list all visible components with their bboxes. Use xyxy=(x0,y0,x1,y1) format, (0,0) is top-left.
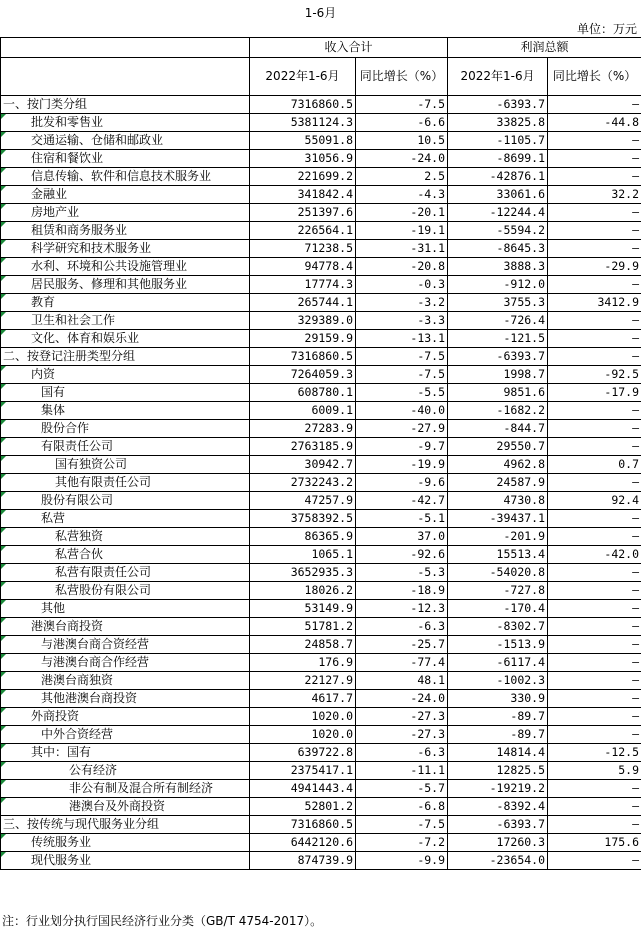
revenue-growth: -9.9 xyxy=(356,852,448,870)
revenue-value: 4617.7 xyxy=(250,690,356,708)
table-row xyxy=(1,492,641,510)
row-label: 港澳台商独资 xyxy=(1,672,250,690)
table-row xyxy=(1,528,641,546)
profit-growth: 175.6 xyxy=(548,834,641,852)
revenue-value: 1065.1 xyxy=(250,546,356,564)
revenue-value: 251397.6 xyxy=(250,204,356,222)
row-label: 私营合伙 xyxy=(1,546,250,564)
profit-growth: — xyxy=(548,600,641,618)
revenue-value: 221699.2 xyxy=(250,168,356,186)
revenue-growth: -13.1 xyxy=(356,330,448,348)
revenue-growth: -7.5 xyxy=(356,348,448,366)
header-profit-growth: 同比增长（%） xyxy=(548,58,641,96)
revenue-growth: -40.0 xyxy=(356,402,448,420)
profit-value: -89.7 xyxy=(448,708,548,726)
revenue-value: 7316860.5 xyxy=(250,816,356,834)
table-row xyxy=(1,258,641,276)
profit-growth: — xyxy=(548,132,641,150)
profit-growth: — xyxy=(548,636,641,654)
profit-value: -1105.7 xyxy=(448,132,548,150)
row-label: 私营独资 xyxy=(1,528,250,546)
row-label: 金融业 xyxy=(1,186,250,204)
table-row xyxy=(1,582,641,600)
revenue-value: 5381124.3 xyxy=(250,114,356,132)
profit-value: -8645.3 xyxy=(448,240,548,258)
row-label: 私营有限责任公司 xyxy=(1,564,250,582)
profit-growth: -29.9 xyxy=(548,258,641,276)
revenue-growth: -9.7 xyxy=(356,438,448,456)
revenue-growth: -5.1 xyxy=(356,510,448,528)
profit-value: 1998.7 xyxy=(448,366,548,384)
header-revenue-group: 收入合计 xyxy=(250,38,448,58)
profit-value: -89.7 xyxy=(448,726,548,744)
table-row xyxy=(1,312,641,330)
profit-growth: — xyxy=(548,240,641,258)
row-label: 其他有限责任公司 xyxy=(1,474,250,492)
table-row xyxy=(1,204,641,222)
profit-growth: — xyxy=(548,222,641,240)
revenue-value: 17774.3 xyxy=(250,276,356,294)
table-row xyxy=(1,726,641,744)
table-row xyxy=(1,402,641,420)
revenue-growth: -24.0 xyxy=(356,150,448,168)
profit-growth: — xyxy=(548,726,641,744)
table-row xyxy=(1,834,641,852)
table-row xyxy=(1,474,641,492)
revenue-growth: -12.3 xyxy=(356,600,448,618)
profit-growth: — xyxy=(548,654,641,672)
table-row xyxy=(1,852,641,870)
revenue-value: 2763185.9 xyxy=(250,438,356,456)
row-label: 水利、环境和公共设施管理业 xyxy=(1,258,250,276)
table-row xyxy=(1,438,641,456)
profit-value: -8699.1 xyxy=(448,150,548,168)
profit-value: -844.7 xyxy=(448,420,548,438)
row-label: 国有独资公司 xyxy=(1,456,250,474)
profit-value: -1682.2 xyxy=(448,402,548,420)
revenue-growth: -7.2 xyxy=(356,834,448,852)
profit-growth: — xyxy=(548,348,641,366)
row-label: 内资 xyxy=(1,366,250,384)
row-label: 二、按登记注册类型分组 xyxy=(1,348,250,366)
row-label: 港澳台及外商投资 xyxy=(1,798,250,816)
revenue-value: 7316860.5 xyxy=(250,348,356,366)
table-row xyxy=(1,276,641,294)
revenue-growth: -31.1 xyxy=(356,240,448,258)
unit-label: 单位：万元 xyxy=(576,22,637,36)
revenue-value: 4941443.4 xyxy=(250,780,356,798)
row-label: 外商投资 xyxy=(1,708,250,726)
table-row xyxy=(1,366,641,384)
revenue-growth: -5.3 xyxy=(356,564,448,582)
revenue-value: 24858.7 xyxy=(250,636,356,654)
profit-value: -6393.7 xyxy=(448,348,548,366)
revenue-value: 94778.4 xyxy=(250,258,356,276)
revenue-value: 6009.1 xyxy=(250,402,356,420)
revenue-growth: -92.6 xyxy=(356,546,448,564)
table-row xyxy=(1,672,641,690)
table-row xyxy=(1,240,641,258)
row-label: 卫生和社会工作 xyxy=(1,312,250,330)
profit-growth: -92.5 xyxy=(548,366,641,384)
revenue-value: 226564.1 xyxy=(250,222,356,240)
revenue-value: 341842.4 xyxy=(250,186,356,204)
table-row xyxy=(1,744,641,762)
revenue-growth: -24.0 xyxy=(356,690,448,708)
footnote: 注：行业划分执行国民经济行业分类（GB/T 4754-2017）。 xyxy=(2,914,323,928)
revenue-value: 52801.2 xyxy=(250,798,356,816)
table-row xyxy=(1,456,641,474)
profit-growth: — xyxy=(548,618,641,636)
row-label: 其他港澳台商投资 xyxy=(1,690,250,708)
profit-growth: — xyxy=(548,582,641,600)
profit-growth: — xyxy=(548,420,641,438)
profit-growth: -42.0 xyxy=(548,546,641,564)
revenue-growth: -4.3 xyxy=(356,186,448,204)
revenue-growth: -6.3 xyxy=(356,618,448,636)
row-label: 私营股份有限公司 xyxy=(1,582,250,600)
table-row xyxy=(1,798,641,816)
profit-growth: — xyxy=(548,780,641,798)
profit-value: 29550.7 xyxy=(448,438,548,456)
header-blank xyxy=(1,38,250,58)
profit-value: -6117.4 xyxy=(448,654,548,672)
row-label: 现代服务业 xyxy=(1,852,250,870)
table-row xyxy=(1,600,641,618)
table-row xyxy=(1,420,641,438)
profit-value: -726.4 xyxy=(448,312,548,330)
profit-value: 33825.8 xyxy=(448,114,548,132)
profit-growth: — xyxy=(548,690,641,708)
profit-growth: — xyxy=(548,204,641,222)
row-label: 非公有制及混合所有制经济 xyxy=(1,780,250,798)
row-label: 教育 xyxy=(1,294,250,312)
profit-growth: — xyxy=(548,564,641,582)
profit-value: -1002.3 xyxy=(448,672,548,690)
table-row xyxy=(1,708,641,726)
profit-value: 9851.6 xyxy=(448,384,548,402)
period-title: 1-6月 xyxy=(304,6,337,20)
profit-value: 330.9 xyxy=(448,690,548,708)
table-row xyxy=(1,96,641,114)
table-row xyxy=(1,690,641,708)
profit-value: 17260.3 xyxy=(448,834,548,852)
row-label: 住宿和餐饮业 xyxy=(1,150,250,168)
revenue-value: 639722.8 xyxy=(250,744,356,762)
revenue-value: 53149.9 xyxy=(250,600,356,618)
table-row xyxy=(1,636,641,654)
profit-growth: — xyxy=(548,438,641,456)
table-row xyxy=(1,546,641,564)
row-label: 国有 xyxy=(1,384,250,402)
revenue-growth: 48.1 xyxy=(356,672,448,690)
profit-growth: — xyxy=(548,402,641,420)
header-revenue-value: 2022年1-6月 xyxy=(250,58,356,96)
revenue-growth: -27.9 xyxy=(356,420,448,438)
revenue-value: 1020.0 xyxy=(250,726,356,744)
profit-value: -912.0 xyxy=(448,276,548,294)
row-label: 有限责任公司 xyxy=(1,438,250,456)
revenue-value: 6442120.6 xyxy=(250,834,356,852)
revenue-growth: -7.5 xyxy=(356,96,448,114)
revenue-value: 30942.7 xyxy=(250,456,356,474)
profit-growth: 5.9 xyxy=(548,762,641,780)
table-row xyxy=(1,510,641,528)
revenue-value: 51781.2 xyxy=(250,618,356,636)
table-row xyxy=(1,168,641,186)
revenue-value: 71238.5 xyxy=(250,240,356,258)
profit-growth: — xyxy=(548,852,641,870)
revenue-value: 29159.9 xyxy=(250,330,356,348)
revenue-value: 3652935.3 xyxy=(250,564,356,582)
profit-growth: -12.5 xyxy=(548,744,641,762)
revenue-growth: -77.4 xyxy=(356,654,448,672)
revenue-value: 18026.2 xyxy=(250,582,356,600)
row-label: 文化、体育和娱乐业 xyxy=(1,330,250,348)
profit-value: -201.9 xyxy=(448,528,548,546)
row-label: 居民服务、修理和其他服务业 xyxy=(1,276,250,294)
row-label: 租赁和商务服务业 xyxy=(1,222,250,240)
revenue-value: 265744.1 xyxy=(250,294,356,312)
profit-value: 3888.3 xyxy=(448,258,548,276)
profit-growth: — xyxy=(548,510,641,528)
profit-growth: 3412.9 xyxy=(548,294,641,312)
revenue-growth: -6.6 xyxy=(356,114,448,132)
revenue-growth: -5.5 xyxy=(356,384,448,402)
table-row xyxy=(1,564,641,582)
profit-growth: — xyxy=(548,330,641,348)
row-label: 批发和零售业 xyxy=(1,114,250,132)
table-row xyxy=(1,114,641,132)
profit-growth: — xyxy=(548,150,641,168)
revenue-growth: -27.3 xyxy=(356,708,448,726)
revenue-growth: -11.1 xyxy=(356,762,448,780)
row-label: 与港澳台商合作经营 xyxy=(1,654,250,672)
profit-value: -42876.1 xyxy=(448,168,548,186)
profit-value: -5594.2 xyxy=(448,222,548,240)
profit-growth: -17.9 xyxy=(548,384,641,402)
table-row xyxy=(1,348,641,366)
revenue-growth: -3.3 xyxy=(356,312,448,330)
profit-value: 14814.4 xyxy=(448,744,548,762)
profit-value: -727.8 xyxy=(448,582,548,600)
revenue-growth: 10.5 xyxy=(356,132,448,150)
row-label: 交通运输、仓储和邮政业 xyxy=(1,132,250,150)
row-label: 股份合作 xyxy=(1,420,250,438)
table-row xyxy=(1,222,641,240)
revenue-value: 1020.0 xyxy=(250,708,356,726)
profit-value: -8302.7 xyxy=(448,618,548,636)
revenue-value: 7316860.5 xyxy=(250,96,356,114)
profit-growth: — xyxy=(548,708,641,726)
profit-growth: — xyxy=(548,474,641,492)
header-blank-2 xyxy=(1,58,250,96)
profit-value: -19219.2 xyxy=(448,780,548,798)
profit-value: -8392.4 xyxy=(448,798,548,816)
row-label: 私营 xyxy=(1,510,250,528)
revenue-growth: -20.1 xyxy=(356,204,448,222)
header-profit-value: 2022年1-6月 xyxy=(448,58,548,96)
profit-growth: — xyxy=(548,816,641,834)
revenue-growth: -5.7 xyxy=(356,780,448,798)
profit-value: 15513.4 xyxy=(448,546,548,564)
profit-value: 12825.5 xyxy=(448,762,548,780)
revenue-value: 3758392.5 xyxy=(250,510,356,528)
table-row xyxy=(1,762,641,780)
profit-value: -39437.1 xyxy=(448,510,548,528)
table-row xyxy=(1,654,641,672)
table-row xyxy=(1,780,641,798)
profit-growth: — xyxy=(548,312,641,330)
revenue-value: 47257.9 xyxy=(250,492,356,510)
statistics-table xyxy=(0,37,641,870)
revenue-value: 27283.9 xyxy=(250,420,356,438)
row-label: 公有经济 xyxy=(1,762,250,780)
table-row xyxy=(1,384,641,402)
row-label: 传统服务业 xyxy=(1,834,250,852)
profit-value: -1513.9 xyxy=(448,636,548,654)
profit-growth: — xyxy=(548,798,641,816)
revenue-growth: 2.5 xyxy=(356,168,448,186)
profit-value: 24587.9 xyxy=(448,474,548,492)
row-label: 中外合资经营 xyxy=(1,726,250,744)
profit-growth: 0.7 xyxy=(548,456,641,474)
row-label: 股份有限公司 xyxy=(1,492,250,510)
row-label: 与港澳台商合资经营 xyxy=(1,636,250,654)
table-row xyxy=(1,132,641,150)
revenue-growth: -3.2 xyxy=(356,294,448,312)
table-row xyxy=(1,150,641,168)
revenue-value: 7264059.3 xyxy=(250,366,356,384)
row-label: 科学研究和技术服务业 xyxy=(1,240,250,258)
row-label: 一、按门类分组 xyxy=(1,96,250,114)
revenue-value: 329389.0 xyxy=(250,312,356,330)
row-label: 房地产业 xyxy=(1,204,250,222)
profit-growth: -44.8 xyxy=(548,114,641,132)
profit-growth: — xyxy=(548,672,641,690)
revenue-growth: -9.6 xyxy=(356,474,448,492)
profit-growth: — xyxy=(548,96,641,114)
revenue-growth: -25.7 xyxy=(356,636,448,654)
profit-value: 4962.8 xyxy=(448,456,548,474)
row-label: 其他 xyxy=(1,600,250,618)
row-label: 其中：国有 xyxy=(1,744,250,762)
revenue-growth: -6.8 xyxy=(356,798,448,816)
table-row xyxy=(1,186,641,204)
revenue-value: 86365.9 xyxy=(250,528,356,546)
revenue-value: 2375417.1 xyxy=(250,762,356,780)
revenue-value: 2732243.2 xyxy=(250,474,356,492)
revenue-value: 22127.9 xyxy=(250,672,356,690)
profit-value: -54020.8 xyxy=(448,564,548,582)
profit-growth: — xyxy=(548,168,641,186)
revenue-growth: -42.7 xyxy=(356,492,448,510)
revenue-growth: -27.3 xyxy=(356,726,448,744)
profit-value: 3755.3 xyxy=(448,294,548,312)
header-revenue-growth: 同比增长（%） xyxy=(356,58,448,96)
table-row xyxy=(1,330,641,348)
revenue-value: 874739.9 xyxy=(250,852,356,870)
profit-growth: — xyxy=(548,528,641,546)
revenue-value: 176.9 xyxy=(250,654,356,672)
profit-value: 4730.8 xyxy=(448,492,548,510)
profit-value: -6393.7 xyxy=(448,816,548,834)
table-row xyxy=(1,294,641,312)
profit-value: 33061.6 xyxy=(448,186,548,204)
revenue-growth: -6.3 xyxy=(356,744,448,762)
row-label: 信息传输、软件和信息技术服务业 xyxy=(1,168,250,186)
revenue-growth: -7.5 xyxy=(356,816,448,834)
row-label: 港澳台商投资 xyxy=(1,618,250,636)
profit-value: -6393.7 xyxy=(448,96,548,114)
profit-value: -121.5 xyxy=(448,330,548,348)
revenue-value: 608780.1 xyxy=(250,384,356,402)
table-row xyxy=(1,618,641,636)
profit-growth: 32.2 xyxy=(548,186,641,204)
profit-growth: 92.4 xyxy=(548,492,641,510)
revenue-growth: 37.0 xyxy=(356,528,448,546)
table-body xyxy=(1,96,641,870)
profit-value: -23654.0 xyxy=(448,852,548,870)
row-label: 集体 xyxy=(1,402,250,420)
revenue-growth: -20.8 xyxy=(356,258,448,276)
row-label: 三、按传统与现代服务业分组 xyxy=(1,816,250,834)
revenue-growth: -0.3 xyxy=(356,276,448,294)
profit-value: -12244.4 xyxy=(448,204,548,222)
revenue-growth: -18.9 xyxy=(356,582,448,600)
revenue-growth: -19.9 xyxy=(356,456,448,474)
table-row xyxy=(1,816,641,834)
profit-value: -170.4 xyxy=(448,600,548,618)
revenue-value: 31056.9 xyxy=(250,150,356,168)
revenue-growth: -7.5 xyxy=(356,366,448,384)
profit-growth: — xyxy=(548,276,641,294)
revenue-value: 55091.8 xyxy=(250,132,356,150)
revenue-growth: -19.1 xyxy=(356,222,448,240)
header-profit-group: 利润总额 xyxy=(448,38,641,58)
